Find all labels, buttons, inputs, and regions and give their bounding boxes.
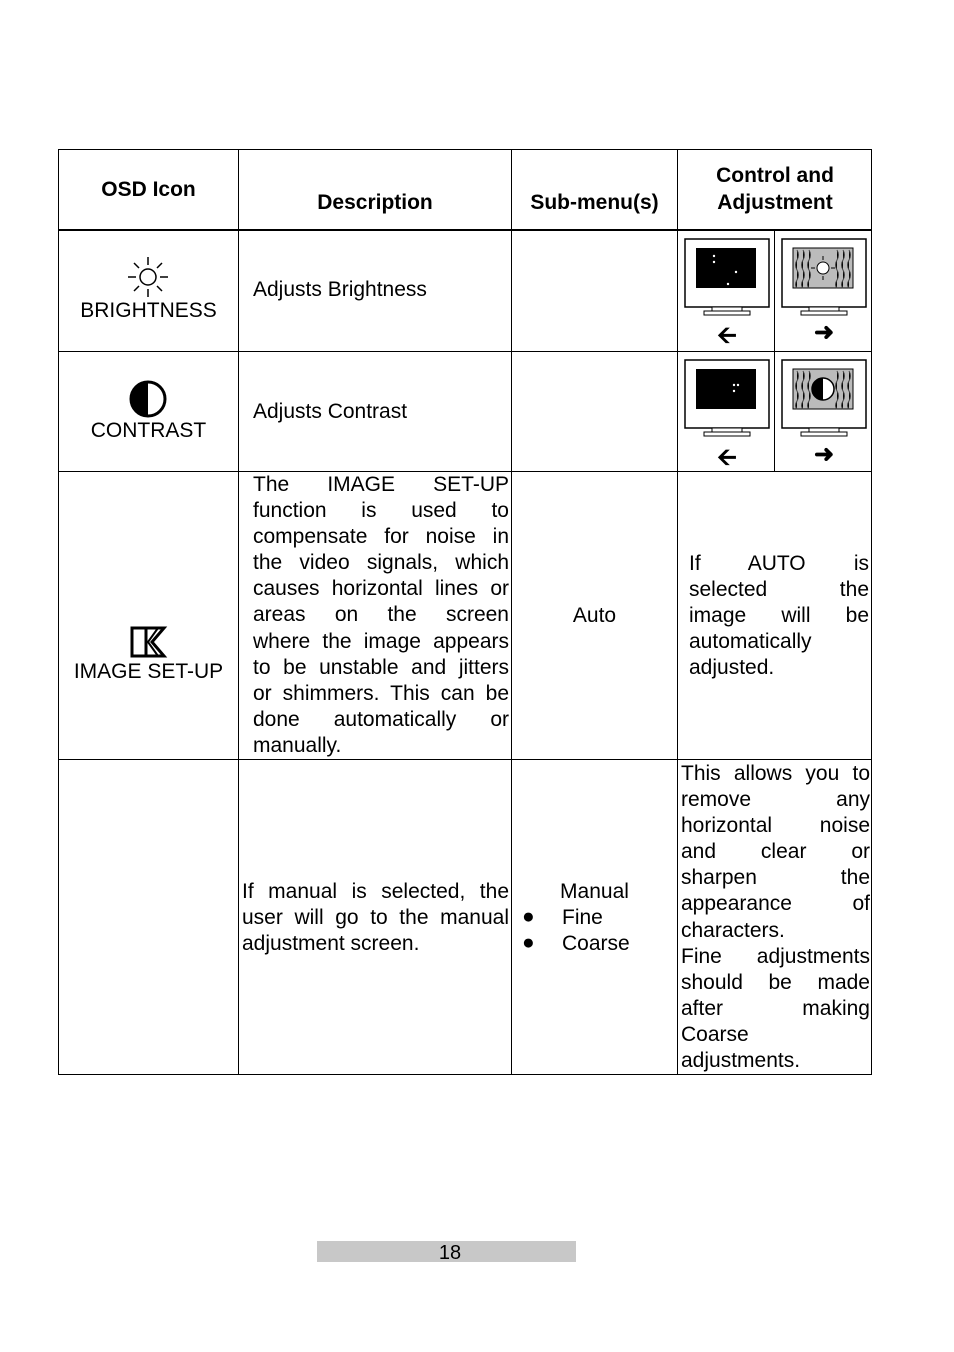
manual-description	[242, 879, 509, 957]
description-line: user will go to the manual	[242, 906, 509, 930]
header-submenu: Sub-menu(s)	[530, 191, 659, 214]
manual-control-text	[681, 761, 870, 1074]
submenu-manual-title: Manual	[560, 880, 629, 903]
row-divider	[59, 351, 871, 352]
description-line: done automatically or	[253, 707, 509, 731]
row-divider	[59, 759, 871, 760]
control-line: after making	[681, 996, 870, 1020]
control-line: remove any	[681, 788, 870, 812]
description-line: or shimmers. This can be	[253, 681, 509, 705]
description-line: causes horizontal lines or	[253, 577, 509, 601]
left-arrow-icon[interactable]: 🡨	[717, 444, 737, 471]
control-line: If AUTO is	[689, 552, 869, 575]
control-line: Coarse	[681, 1022, 749, 1046]
control-line: image will be	[689, 604, 869, 628]
control-line: adjusted.	[689, 656, 775, 680]
image-setup-description	[253, 472, 509, 759]
description-line: The IMAGE SET-UP	[253, 473, 509, 496]
control-line: automatically	[689, 630, 812, 654]
column-divider	[677, 150, 678, 1074]
submenu-coarse: Coarse	[562, 932, 630, 955]
description-line: If manual is selected, the	[242, 880, 509, 903]
image-setup-label: IMAGE SET-UP	[73, 660, 224, 683]
row-divider	[59, 229, 871, 231]
description-line: areas on the screen	[253, 603, 509, 627]
control-line: and clear or	[681, 840, 870, 864]
control-line: adjustments.	[681, 1049, 801, 1073]
description-line: the video signals, which	[253, 551, 509, 575]
submenu-auto: Auto	[572, 604, 617, 627]
osd-table	[58, 149, 872, 1075]
brightness-description: Adjusts Brightness	[253, 278, 427, 301]
submenu-fine: Fine	[562, 906, 603, 929]
control-line: should be made	[681, 970, 870, 994]
right-arrow-icon[interactable]: ➜	[813, 319, 835, 346]
description-line: compensate for noise in	[253, 525, 509, 549]
auto-control-text	[689, 551, 869, 681]
page-number: 18	[438, 1242, 462, 1264]
control-line: appearance of	[681, 892, 870, 916]
control-line: selected the	[689, 578, 869, 602]
monitor-dark-icon	[684, 238, 770, 318]
header-control-line: Adjustment	[717, 191, 833, 214]
left-arrow-icon[interactable]: 🡨	[717, 322, 737, 349]
contrast-label: CONTRAST	[90, 419, 207, 442]
monitor-low-contrast-icon	[684, 359, 770, 439]
description-line: adjustment screen.	[242, 932, 420, 956]
right-arrow-icon[interactable]: ➜	[813, 441, 835, 468]
column-divider	[238, 150, 239, 1074]
brightness-icon	[126, 255, 170, 299]
contrast-icon	[128, 379, 168, 419]
brightness-label: BRIGHTNESS	[80, 299, 217, 322]
control-line: horizontal noise	[681, 814, 870, 838]
contrast-description: Adjusts Contrast	[253, 400, 408, 423]
header-control-line: Control and	[716, 164, 834, 187]
image-setup-icon	[130, 626, 168, 658]
description-line: function is used to	[253, 499, 509, 523]
control-line: characters.	[681, 918, 785, 942]
bullet-icon: ●	[522, 931, 535, 954]
control-line: This allows you to	[681, 762, 870, 785]
description-line: to be unstable and jitters	[253, 655, 509, 679]
description-line: manually.	[253, 733, 342, 757]
bullet-icon: ●	[522, 905, 535, 928]
control-line: Fine adjustments	[681, 944, 870, 968]
description-line: where the image appears	[253, 629, 509, 653]
header-description: Description	[317, 191, 433, 214]
header-osd-icon: OSD Icon	[101, 178, 196, 201]
monitor-bright-icon	[781, 238, 867, 318]
header-control	[678, 162, 872, 216]
control-line: sharpen the	[681, 866, 870, 890]
monitor-high-contrast-icon	[781, 359, 867, 439]
